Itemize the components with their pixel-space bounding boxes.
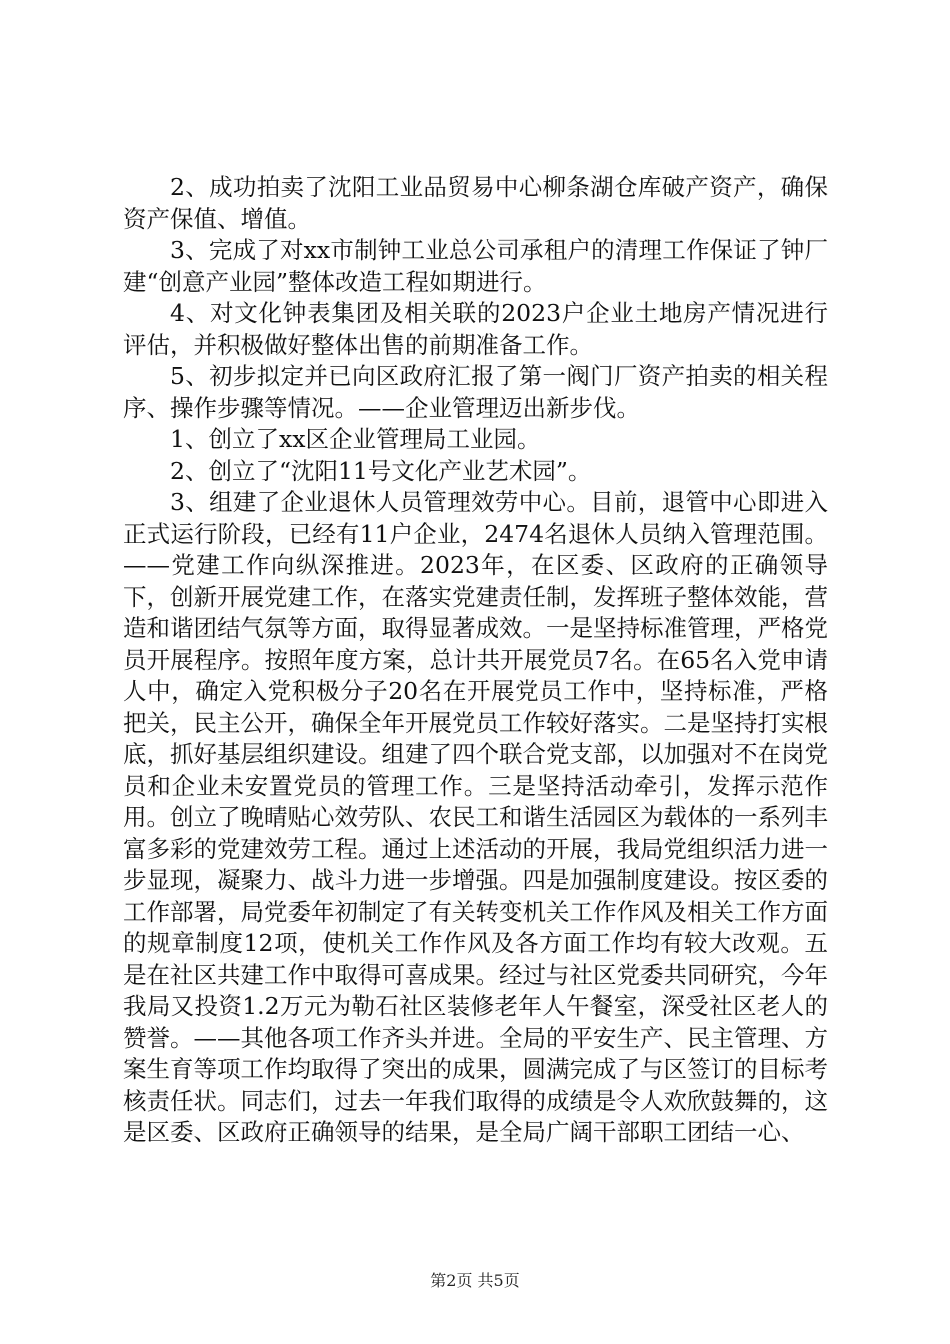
paragraph-item-2: 2、成功拍卖了沈阳工业品贸易中心柳条湖仓库破产资产，确保资产保值、增值。	[123, 173, 828, 233]
paragraph-culture-park: 2、创立了“沈阳11号文化产业艺术园”。	[170, 456, 592, 485]
paragraph-retiree-center: 3、组建了企业退休人员管理效劳中心。目前，退管中心即进入正式运行阶段，已经有11户企业，2474名退休人员纳入管理范围。——党建工作向纵深推进。2023年，在区委、区政府的正确领导下，创新开展党建工作，在落实党建责任制，发挥班子整体效能，营造和谐团结气氛等方面，取得显著成效。一是坚持标准管理，严格党员开展程序。按照年度方案，总计共开展党员7名。在65名入党申请人中，确定入党积极分子20名在开展党员工作中，坚持标准，严格把关，民主公开，确保全年开展党员工作较好落实。二是坚持打实根底，抓好基层组织建设。组建了四个联合党支部，以加强对不在岗党员和企业未安置党员的管理工作。三是坚持活动牵引，发挥示范作用。创立了晚晴贴心效劳队、农民工和谐生活园区为载体的一系列丰富多彩的党建效劳工程。通过上述活动的开展，我局党组织活力进一步显现，凝聚力、战斗力进一步增强。四是加强制度建设。按区委的工作部署，局党委年初制定了有关转变机关工作作风及相关工作方面的规章制度12项，使机关工作作风及各方面工作均有较大改观。五是在社区共建工作中取得可喜成果。经过与社区党委共同研究，今年我局又投资1.2万元为勒石社区装修老年人午餐室，深受社区老人的赞誉。——其他各项工作齐头并进。全局的平安生产、民主管理、方案生育等项工作均取得了突出的成果，圆满完成了与区签订的目标考核责任状。同志们，过去一年我们取得的成绩是令人欢欣鼓舞的，这是区委、区政府正确领导的结果，是全局广阔干部职工团结一心、	[123, 488, 828, 1146]
paragraph-industrial-park: 1、创立了xx区企业管理局工业园。	[170, 425, 541, 453]
paragraph-item-5: 5、初步拟定并已向区政府汇报了第一阀门厂资产拍卖的相关程序、操作步骤等情况。——企业管理迈出新步伐。	[123, 362, 828, 422]
document-body	[123, 172, 828, 1149]
paragraph-item-3: 3、完成了对xx市制钟工业总公司承租户的清理工作保证了钟厂建“创意产业园”整体改造工程如期进行。	[123, 236, 828, 296]
page-number-footer: 第2页 共5页	[430, 1271, 520, 1290]
paragraph-item-4: 4、对文化钟表集团及相关联的2023户企业土地房产情况进行评估，并积极做好整体出售的前期准备工作。	[123, 299, 828, 359]
